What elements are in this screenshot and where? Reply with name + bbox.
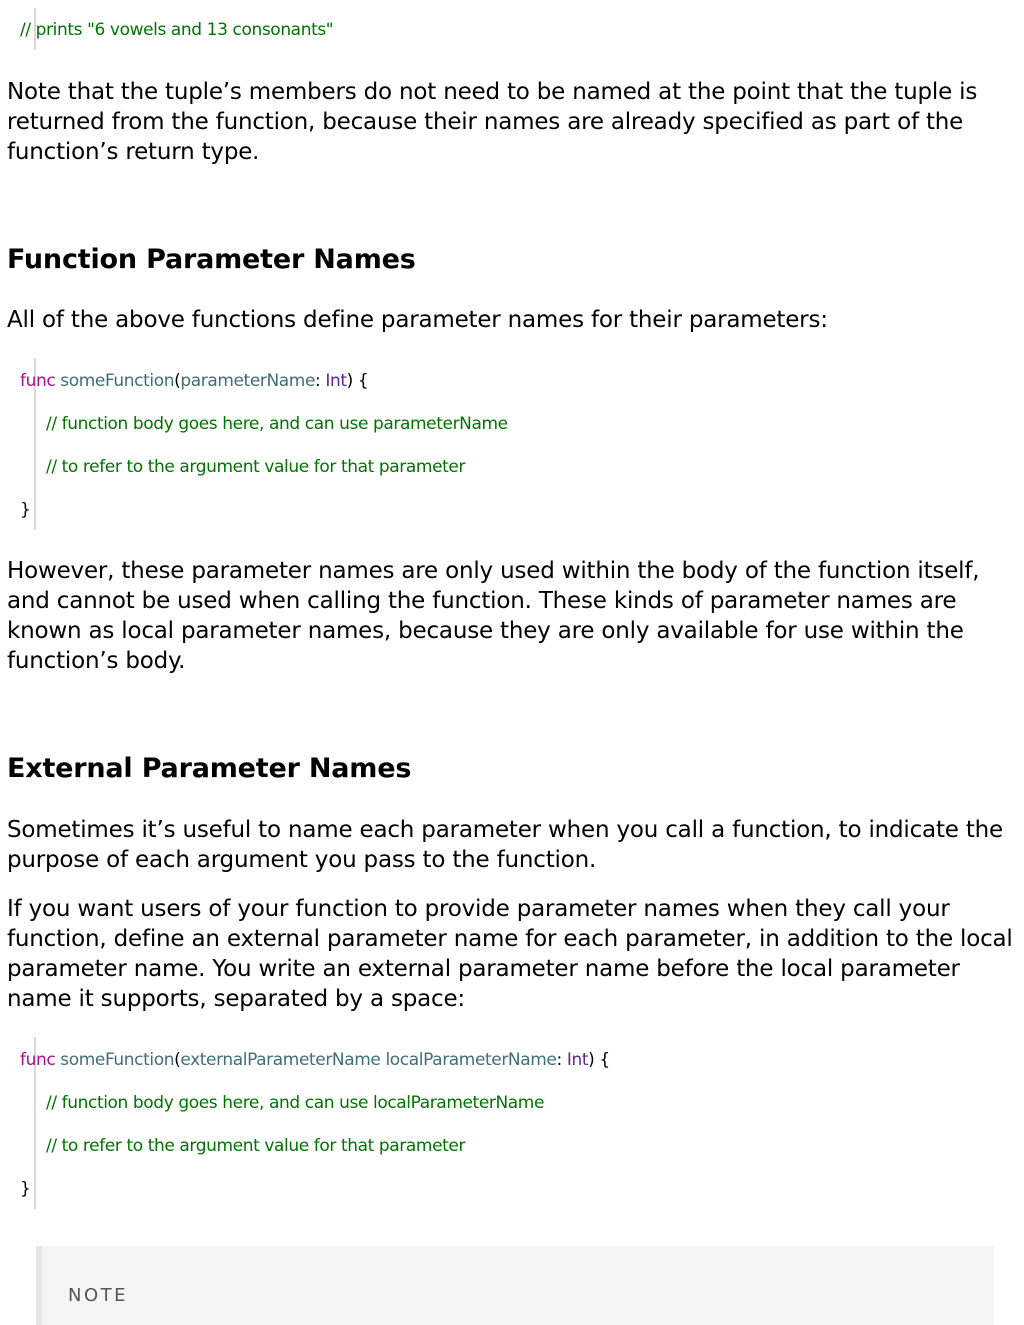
paragraph: However, these parameter names are only used within the body of the function itself, and cannot be used when calling the function. These kinds of parameter names are known as local parameter names, because they are only available for use within the function’s body. [7,558,980,674]
code-comment: // function body goes here, and can use localParameterName [46,1093,545,1113]
code-punct: ) { [588,1050,610,1070]
code-comment: // prints "6 vowels and 13 consonants" [20,20,334,40]
code-parameter: parameterName [180,371,316,391]
code-block-top [20,8,334,50]
paragraph: If you want users of your function to provide parameter names when they call your function, define an external parameter name for each parameter, in addition to the local parameter name. You write an external parameter name before the local parameter name it supports, separated by a space: [7,896,1013,1012]
paragraph: All of the above functions define parameter names for their parameters: [7,307,828,333]
code-punct: : [556,1050,562,1070]
code-function-name: someFunction [60,1050,175,1070]
code-block [20,1037,610,1209]
section-heading: External Parameter Names [7,753,412,784]
code-comment: // function body goes here, and can use parameterName [46,414,508,434]
code-punct: ( [174,371,181,391]
code-keyword: func [20,1050,56,1070]
code-punct: ) { [346,371,369,391]
code-comment: // to refer to the argument value for that parameter [46,457,466,477]
code-punct: ( [174,1050,181,1070]
code-type: Int [325,371,347,391]
code-line [20,1050,610,1070]
note-label: NOTE [68,1285,129,1306]
code-type: Int [566,1050,589,1070]
code-line [20,371,368,391]
note-box [36,1246,994,1325]
code-brace: } [20,500,31,520]
code-function-name: someFunction [60,371,175,391]
section-heading: Function Parameter Names [7,244,416,275]
code-brace: } [20,1179,31,1199]
paragraph: Sometimes it’s useful to name each parameter when you call a function, to indicate the purpose of each argument you pass to the function. [7,817,1003,873]
paragraph: Note that the tuple’s members do not need to be named at the point that the tuple is returned from the function, because their names are already specified as part of the function’s return type. [7,79,978,165]
code-punct: : [315,371,321,391]
code-comment: // to refer to the argument value for that parameter [46,1136,466,1156]
code-keyword: func [20,371,56,391]
code-parameter: externalParameterName localParameterName [180,1050,557,1070]
code-block [20,358,508,530]
